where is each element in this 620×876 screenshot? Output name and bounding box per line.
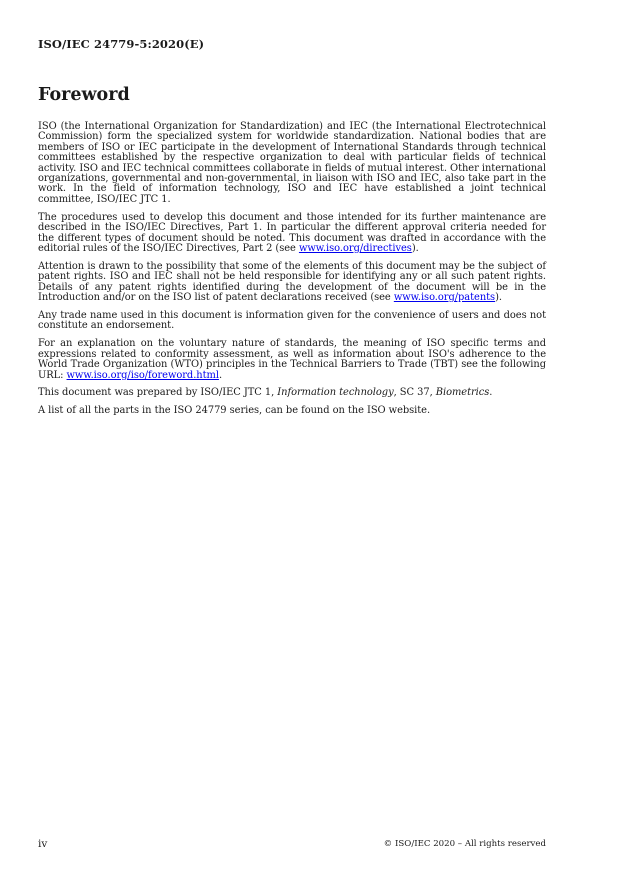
directives-link[interactable]: www.iso.org/directives	[298, 242, 412, 254]
subcommittee-name: Biometrics	[435, 387, 490, 399]
patents-link[interactable]: www.iso.org/patents	[393, 292, 496, 304]
paragraph-text: ).	[411, 242, 419, 254]
copyright-notice: © ISO/IEC 2020 – All rights reserved	[383, 839, 546, 849]
paragraph-text: For an explanation on the voluntary nature of standards, the meaning of ISO specific terms and expressions related to conformity assessment, as well as information about ISO's adherence to the World Trade Organization (WTO) principles in the Technical Barriers to Trade (TBT) see the following URL:	[38, 338, 546, 381]
page-title: Foreword	[38, 85, 130, 105]
committee-name: Information technology	[277, 387, 394, 399]
paragraph-text: This document was prepared by ISO/IEC JTC 1,	[38, 387, 278, 399]
paragraph-text: .	[489, 387, 493, 399]
foreword-link[interactable]: www.iso.org/iso/foreword.html	[66, 369, 219, 381]
paragraph-text: , SC 37,	[393, 387, 436, 399]
paragraph-text: ).	[495, 292, 502, 304]
paragraph-text: .	[218, 369, 223, 381]
paragraph-voluntary-nature	[38, 339, 546, 381]
foreword-body	[38, 122, 546, 424]
paragraph-prepared-by	[38, 388, 546, 398]
paragraph-text: Attention is drawn to the possibility that some of the elements of this document may be the subject of patent rights. ISO and IEC shall not be held responsible for identifying any or all such patent rights. Details of any patent rights identified during the development of the document will be in the Introduction and/or on the ISO list of patent declarations received (see	[38, 260, 546, 304]
paragraph-trade-name: Any trade name used in this document is information given for the convenience of users and does not constitute an endorsement.	[38, 310, 546, 332]
paragraph-patents	[38, 262, 546, 304]
paragraph-text: The procedures used to develop this document and those intended for its further maintenance are described in the ISO/IEC Directives, Part 1. In particular the different approval criteria needed for the different types of document should be noted. This document was drafted in accordance with the editorial rules of the ISO/IEC Directives, Part 2 (see	[38, 211, 546, 254]
paragraph-series-list: A list of all the parts in the ISO 24779 series, can be found on the ISO website.	[38, 405, 431, 417]
document-id-header: ISO/IEC 24779-5:2020(E)	[38, 37, 205, 51]
paragraph-iso-iec-intro: ISO (the International Organization for Standardization) and IEC (the International Electrotechnical Commission) form the specialized system for worldwide standardization. National bodies that are members of ISO or IEC participate in the development of International Standards through technical committees established by the respective organization to deal with particular fields of technical activity. ISO and IEC technical committees collaborate in fields of mutual interest. Other international organizations, governmental and non-governmental, in liaison with ISO and IEC, also take part in the work. In the field of information technology, ISO and IEC have established a joint technical committee, ISO/IEC JTC 1.	[38, 121, 546, 205]
page-number: iv	[38, 838, 48, 850]
paragraph-procedures	[38, 213, 546, 255]
